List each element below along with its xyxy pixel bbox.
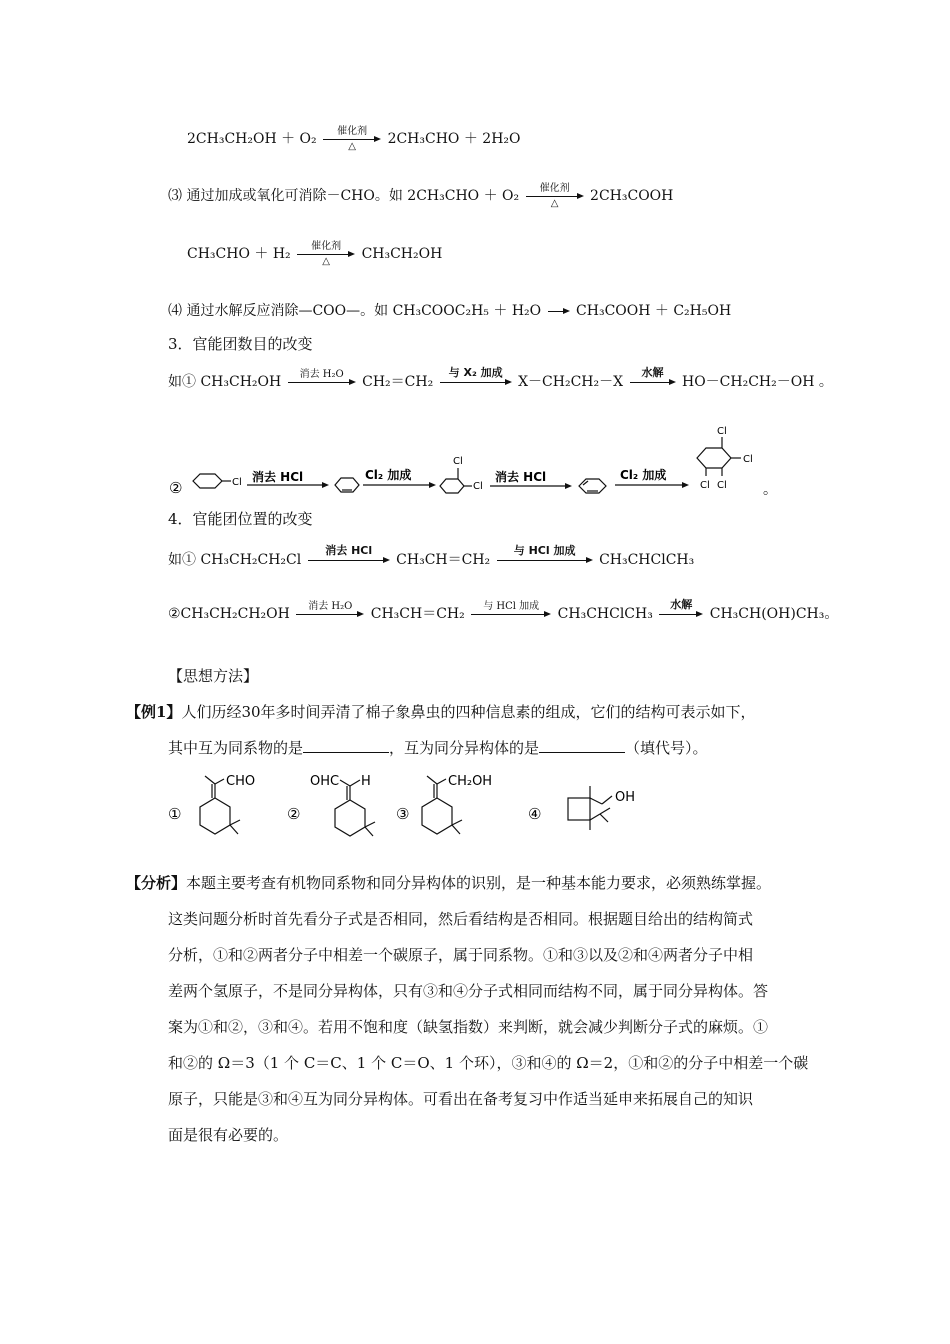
svg-text:②: ② bbox=[287, 805, 301, 823]
products: CH₃CH₂OH bbox=[361, 246, 443, 262]
example-1-line-2: 其中互为同系物的是 ，互为同分异构体的是 （填代号）。 bbox=[168, 739, 708, 757]
section-3-equation-2 bbox=[165, 418, 785, 498]
item-4-text: ⑷ 通过水解反应消除—COO—。如 CH₃COOC₂H₅ ＋ H₂O bbox=[168, 303, 542, 319]
analysis-line-2: 这类问题分析时首先看分子式是否相同，然后看结构是否相同。根据题目给出的结构简式 bbox=[168, 910, 754, 928]
svg-text:Cl₂ 加成: Cl₂ 加成 bbox=[365, 468, 412, 482]
section-4-equation-2: ②CH₃CH₂CH₂OH 消去 H₂O CH₃CH＝CH₂ 与 HCl 加成 CH₃CHClCH₃ 水解 CH₃CH(OH)CH₃。 bbox=[168, 598, 839, 622]
tetrachlorocyclohexane-structure bbox=[697, 437, 741, 476]
svg-text:OHC: OHC bbox=[310, 774, 340, 789]
reaction-arrow: 消去 H₂O bbox=[296, 605, 364, 623]
svg-text:CH₂OH: CH₂OH bbox=[448, 774, 493, 789]
pheromone-structures bbox=[160, 768, 680, 846]
svg-text:Cl₂ 加成: Cl₂ 加成 bbox=[620, 468, 667, 482]
svg-text:OH: OH bbox=[615, 790, 636, 805]
svg-text:Cl: Cl bbox=[717, 480, 727, 491]
reaction-arrow: 催化剂 △ bbox=[526, 187, 584, 205]
equation-acetaldehyde-hydrogenation bbox=[187, 241, 443, 267]
products: 2CH₃COOH bbox=[590, 188, 674, 204]
analysis-line-7: 原子，只能是③和④互为同分异构体。可看出在备考复习中作适当延申来拓展自己的知识 bbox=[168, 1090, 754, 1108]
analysis-line-4: 差两个氢原子，不是同分异构体，只有③和④分子式相同而结构不同，属于同分异构体。答 bbox=[168, 982, 769, 1000]
section-3-equation-1: 如① CH₃CH₂OH 消去 H₂O CH₂＝CH₂ 与 X₂ 加成 X－CH₂CH₂－X 水解 HO－CH₂CH₂－OH 。 bbox=[168, 366, 833, 390]
cyclohexadiene-structure bbox=[579, 479, 606, 493]
chlorocyclohexane-structure bbox=[193, 474, 231, 488]
analysis-line-5: 案为①和②，③和④。若用不饱和度（缺氢指数）来判断，就会减少判断分子式的麻烦。① bbox=[168, 1018, 769, 1036]
products: 2CH₃CHO ＋ 2H₂O bbox=[387, 131, 521, 147]
dichlorocyclohexane-structure bbox=[440, 468, 472, 493]
svg-text:Cl: Cl bbox=[743, 454, 753, 465]
example-label: 【例1】 bbox=[126, 703, 182, 721]
answer-blank-isomers[interactable] bbox=[539, 738, 625, 753]
example-1-line-1: 【例1】人们历经30年多时间弄清了棉子象鼻虫的四种信息素的组成，它们的结构可表示如下， bbox=[126, 703, 756, 721]
answer-blank-homologues[interactable] bbox=[303, 738, 389, 753]
label-circle-2: ② bbox=[169, 479, 183, 497]
reaction-arrow bbox=[247, 469, 329, 488]
section-4-equation-1: 如① CH₃CH₂CH₂Cl 消去 HCl CH₃CH＝CH₂ 与 HCl 加成 CH₃CHClCH₃ bbox=[168, 544, 695, 568]
svg-text:Cl: Cl bbox=[700, 480, 710, 491]
reaction-arrow: 与 X₂ 加成 bbox=[440, 373, 512, 391]
cyclohexene-structure bbox=[335, 478, 359, 492]
svg-text:③: ③ bbox=[396, 805, 410, 823]
svg-text:④: ④ bbox=[528, 805, 542, 823]
reaction-arrow bbox=[490, 469, 572, 489]
reaction-arrow: 催化剂 △ bbox=[297, 245, 355, 263]
svg-text:Cl: Cl bbox=[473, 481, 483, 492]
section-4-title: 4．官能团位置的改变 bbox=[168, 510, 313, 528]
method-heading: 【思想方法】 bbox=[168, 667, 259, 685]
analysis-line-3: 分析，①和②两者分子中相差一个碳原子，属于同系物。①和③以及②和④两者分子中相 bbox=[168, 946, 754, 964]
analysis-label: 【分析】 bbox=[126, 874, 187, 892]
reaction-arrow: 催化剂 △ bbox=[323, 130, 381, 148]
reaction-arrow: 消去 H₂O bbox=[288, 373, 356, 391]
reactants: 2CH₃CH₂OH ＋ O₂ bbox=[187, 131, 317, 147]
svg-text:Cl: Cl bbox=[717, 426, 727, 437]
reaction-arrow bbox=[548, 302, 570, 320]
svg-text:Cl: Cl bbox=[232, 477, 242, 488]
reaction-arrow bbox=[363, 467, 436, 488]
svg-text:。: 。 bbox=[763, 482, 777, 498]
svg-text:消去 HCl: 消去 HCl bbox=[252, 470, 304, 484]
item-3-line bbox=[168, 183, 674, 209]
analysis-line-8: 面是很有必要的。 bbox=[168, 1126, 289, 1144]
reactants: CH₃CHO ＋ H₂ bbox=[187, 246, 291, 262]
svg-text:CHO: CHO bbox=[226, 774, 256, 789]
svg-text:H: H bbox=[361, 774, 371, 789]
section-3-title: 3．官能团数目的改变 bbox=[168, 335, 313, 353]
analysis-line-6: 和②的 Ω＝3（1 个 C＝C、1 个 C＝O、1 个环），③和④的 Ω＝2，①和②的分子中相差一个碳 bbox=[168, 1054, 809, 1072]
analysis-line-1: 【分析】本题主要考查有机物同系物和同分异构体的识别，是一种基本能力要求，必须熟练掌握。 bbox=[126, 874, 772, 892]
item-4-line bbox=[168, 302, 731, 320]
reaction-arrow: 与 HCl 加成 bbox=[497, 551, 593, 569]
structure-4 bbox=[568, 786, 612, 830]
reaction-arrow: 水解 bbox=[630, 373, 676, 391]
svg-text:消去 HCl: 消去 HCl bbox=[495, 470, 547, 484]
svg-text:Cl: Cl bbox=[453, 456, 463, 467]
reaction-arrow: 与 HCl 加成 bbox=[471, 605, 551, 623]
reaction-arrow: 水解 bbox=[659, 605, 703, 623]
svg-text:①: ① bbox=[168, 805, 182, 823]
equation-ethanol-oxidation bbox=[187, 126, 521, 152]
item-3-text: ⑶ 通过加成或氧化可消除－CHO。如 2CH₃CHO ＋ O₂ bbox=[168, 188, 520, 204]
reaction-arrow: 消去 HCl bbox=[308, 551, 390, 569]
products: CH₃COOH ＋ C₂H₅OH bbox=[576, 303, 732, 319]
reaction-arrow bbox=[615, 467, 689, 488]
